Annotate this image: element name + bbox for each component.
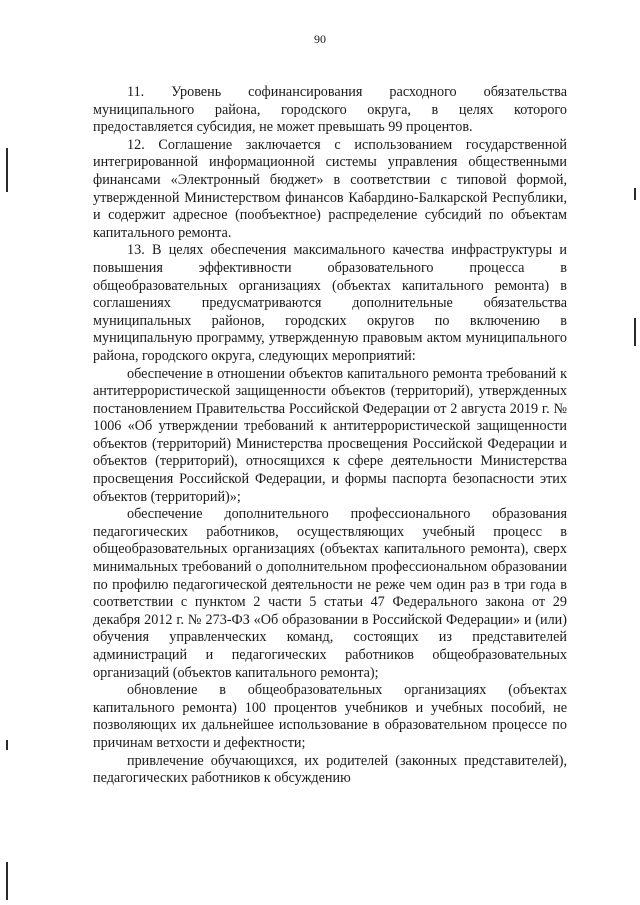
document-body <box>93 84 567 788</box>
scan-mark-right-mid <box>634 318 636 346</box>
page-number: 90 <box>314 32 326 46</box>
paragraph-11: 11. Уровень софинансирования расходного обязательства муниципального района, городского округа, в целях которого предоставляется субсидия, не может превышать 99 процентов. <box>93 84 567 136</box>
scan-mark-left-mid <box>6 740 8 750</box>
paragraph-13: 13. В целях обеспечения максимального качества инфраструктуры и повышения эффективности образовательного процесса в общеобразовательных организациях (объектах капитального ремонта) в соглашениях предусматриваются дополнительные обязательства муниципальных районов, городских округов по включению в муниципальную программу, утвержденную правовым актом муниципального района, городского округа, следующих мероприятий: <box>93 242 567 364</box>
paragraph-12: 12. Соглашение заключается с использованием государственной интегрированной информационной системы управления общественными финансами «Электронный бюджет» в соответствии с типовой формой, утвержденной Министерством финансов Кабардино-Балкарской Республики, и содержит адресное (пообъектное) распределение субсидий по объектам капитального ремонта. <box>93 136 567 241</box>
paragraph-professional-education: обеспечение дополнительного профессионального образования педагогических работников, осуществляющих учебный процесс в общеобразовательных организациях (объектах капитального ремонта), сверх минимальных требований о дополнительном профессиональном образовании по профилю педагогической деятельности не реже чем один раз в три года в соответствии с пунктом 2 части 5 статьи 47 Федерального закона от 29 декабря 2012 г. № 273-ФЗ «Об образовании в Российской Федерации» и (или) обучения управленческих команд, состоящих из представителей администраций и педагогических работников общеобразовательных организаций (объектов капитального ремонта); <box>93 506 567 681</box>
scan-mark-left-bottom <box>6 862 8 900</box>
paragraph-involvement: привлечение обучающихся, их родителей (законных представителей), педагогических работников к обсуждению <box>93 752 567 787</box>
paragraph-textbooks: обновление в общеобразовательных организациях (объектах капитального ремонта) 100 процентов учебников и учебных пособий, не позволяющих их дальнейшее использование в образовательном процессе по причинам ветхости и дефектности; <box>93 682 567 751</box>
scan-mark-right-top <box>634 188 636 200</box>
paragraph-antiterror: обеспечение в отношении объектов капитального ремонта требований к антитеррористической защищенности объектов (территорий), утвержденных постановлением Правительства Российской Федерации от 2 августа 2019 г. № 1006 «Об утверждении требований к антитеррористической защищенности объектов (территорий) Министерства просвещения Российской Федерации и объектов (территорий), относящихся к сфере деятельности Министерства просвещения Российской Федерации, и формы паспорта безопасности этих объектов (территорий)»; <box>93 365 567 505</box>
scan-mark-left-top <box>6 148 8 192</box>
